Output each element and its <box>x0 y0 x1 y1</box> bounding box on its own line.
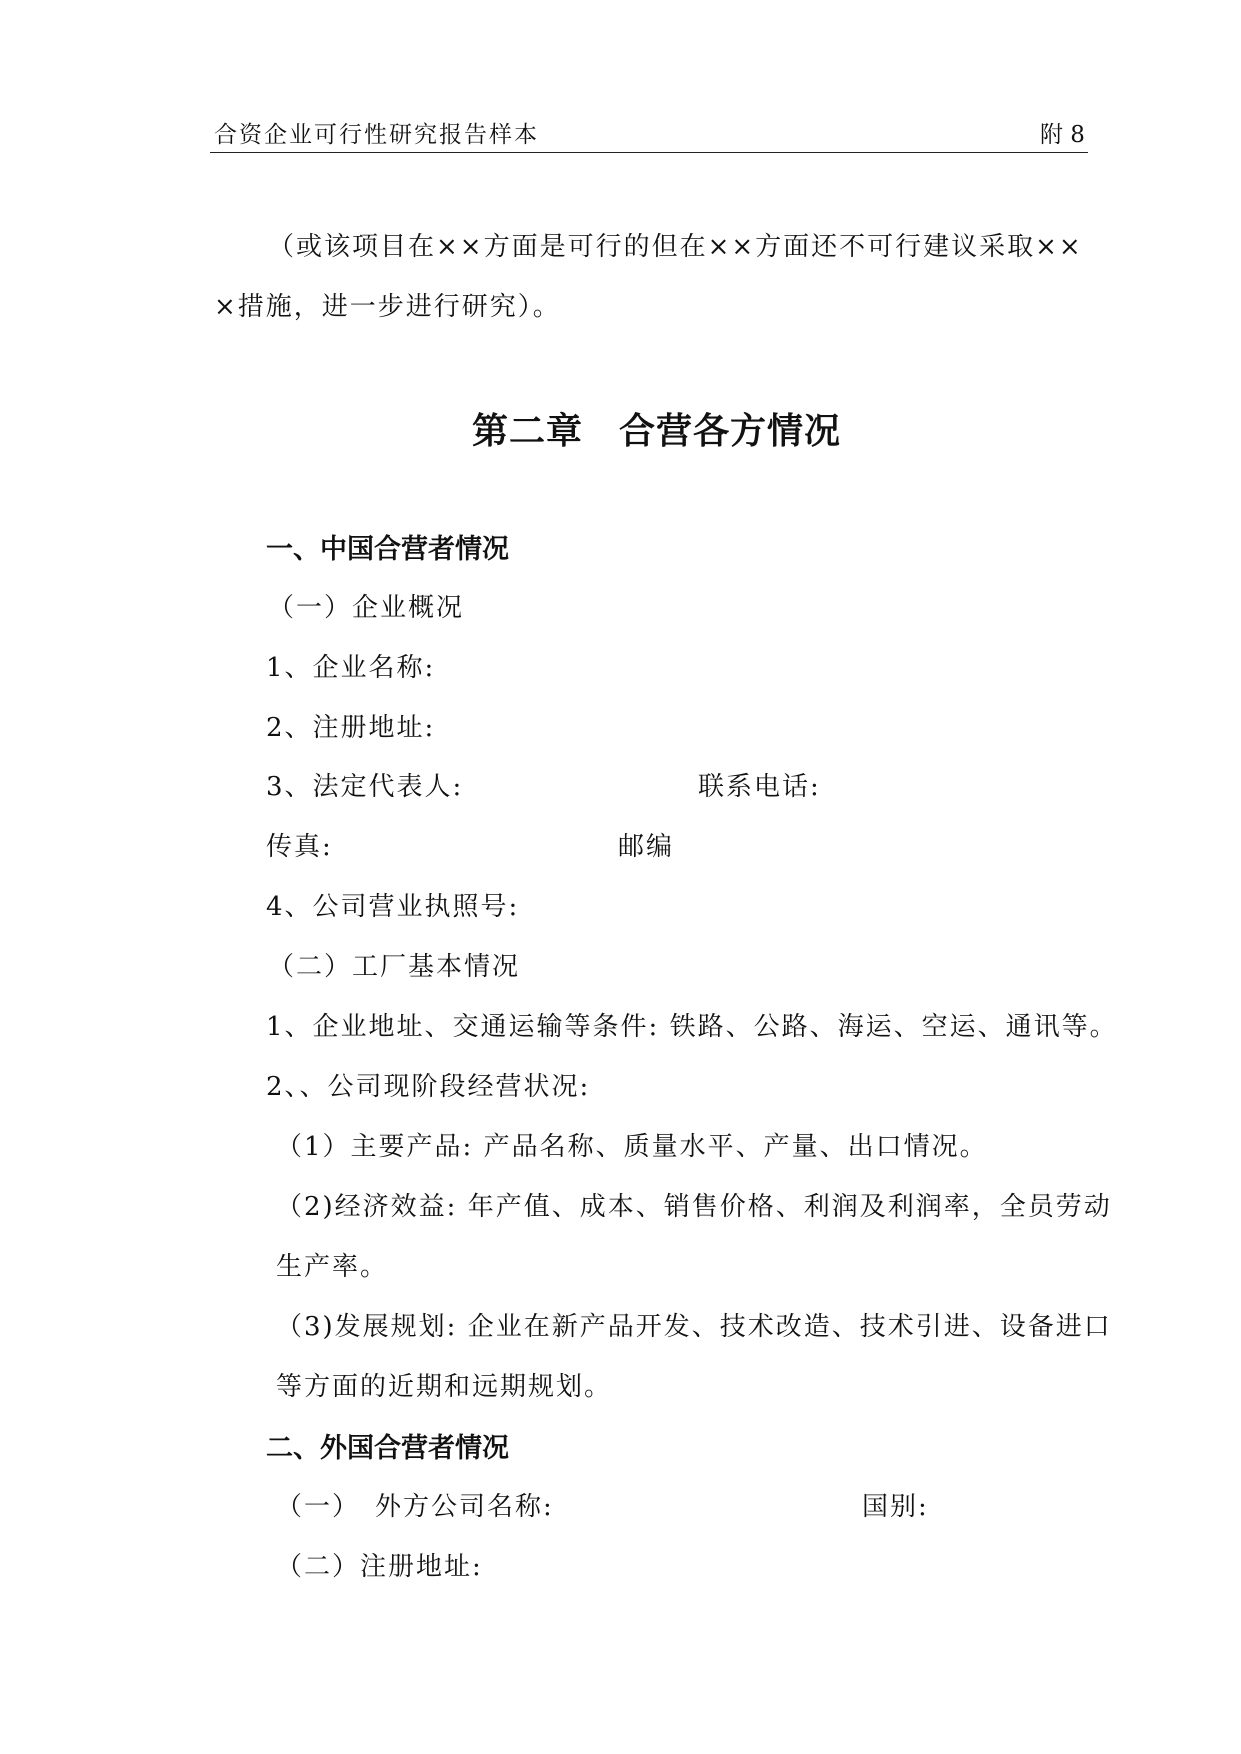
field-contact-phone: 联系电话: <box>698 772 821 802</box>
header-title: 合资企业可行性研究报告样本 <box>214 122 539 148</box>
field-business-license: 4、公司营业执照号: <box>266 892 520 922</box>
header-divider <box>210 152 1088 153</box>
field-foreign-registered-address: （二）注册地址: <box>276 1552 483 1582</box>
field-legal-representative: 3、法定代表人: <box>266 772 464 802</box>
paragraph-economic-benefits-line-2: 生产率。 <box>276 1252 389 1282</box>
subheading-factory-situation: （二）工厂基本情况 <box>268 952 521 982</box>
field-postcode: 邮编 <box>618 832 675 862</box>
paragraph-economic-benefits-line-1: （2)经济效益: 年产值、成本、销售价格、利润及利润率，全员劳动 <box>276 1192 1112 1222</box>
header-page-label: 附 8 <box>1040 122 1085 148</box>
field-country: 国别: <box>862 1492 929 1522</box>
chapter-title <box>472 403 841 454</box>
paragraph-development-plan-line-2: 等方面的近期和远期规划。 <box>276 1372 613 1402</box>
chapter-number: 第二章 <box>472 410 584 452</box>
paragraph-main-products: （1）主要产品: 产品名称、质量水平、产量、出口情况。 <box>276 1132 988 1162</box>
chapter-name: 合营各方情况 <box>619 410 842 452</box>
field-foreign-company-name: （一） 外方公司名称: <box>276 1492 554 1522</box>
item-operating-status: 2、、公司现阶段经营状况: <box>266 1072 591 1102</box>
section-heading-chinese-partner: 一、中国合营者情况 <box>266 534 509 565</box>
field-fax: 传真: <box>266 832 333 862</box>
item-location-transport: 1、企业地址、交通运输等条件: 铁路、公路、海运、空运、通讯等。 <box>266 1012 1118 1042</box>
subheading-company-overview: （一）企业概况 <box>268 593 465 623</box>
paragraph-development-plan-line-1: （3)发展规划: 企业在新产品开发、技术改造、技术引进、设备进口 <box>276 1312 1112 1342</box>
intro-line-1: （或该项目在××方面是可行的但在××方面还不可行建议采取×× <box>268 232 1083 262</box>
intro-line-2: ×措施，进一步进行研究）。 <box>214 292 561 322</box>
field-company-name: 1、企业名称: <box>266 653 436 683</box>
section-heading-foreign-partner: 二、外国合营者情况 <box>266 1433 509 1464</box>
field-registered-address: 2、注册地址: <box>266 713 436 743</box>
